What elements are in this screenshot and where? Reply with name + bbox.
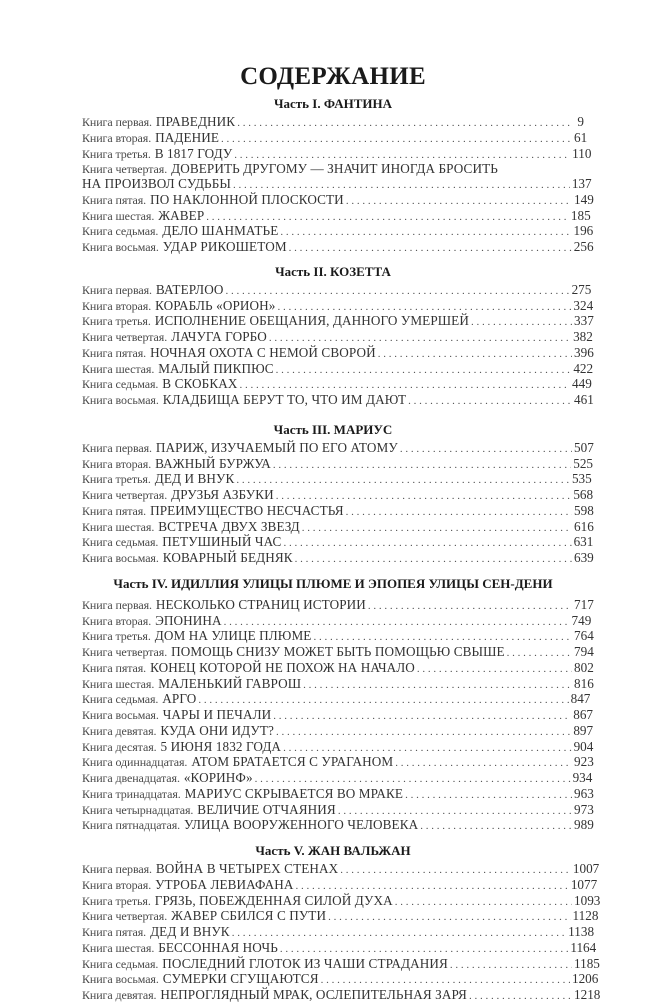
toc-entry[interactable] xyxy=(82,518,594,536)
table-of-contents-page xyxy=(82,62,601,1004)
book-label: Книга третья. xyxy=(82,314,151,329)
toc-entry[interactable] xyxy=(82,876,598,894)
page-number: 535 xyxy=(571,471,592,487)
entries-list xyxy=(82,596,594,834)
book-name: В 1817 ГОДУ xyxy=(154,145,233,161)
toc-entry[interactable] xyxy=(82,987,601,1004)
toc-entry[interactable] xyxy=(82,691,591,708)
page-number: 324 xyxy=(573,297,594,313)
page-number: 973 xyxy=(574,801,594,817)
page-number: 794 xyxy=(574,644,594,659)
book-name: ВЕЛИЧИЕ ОТЧАЯНИЯ xyxy=(197,801,336,817)
page-number: 717 xyxy=(574,596,594,612)
book-label: Книга третья. xyxy=(82,146,151,161)
dot-leader xyxy=(221,133,572,147)
book-label: Книга двенадцатая. xyxy=(82,771,180,785)
part-section xyxy=(82,843,601,1004)
book-name: ПОСЛЕДНИЙ ГЛОТОК ИЗ ЧАШИ СТРАДАНИЯ xyxy=(162,955,448,971)
toc-entry[interactable] xyxy=(82,191,594,209)
toc-entry[interactable] xyxy=(82,329,593,346)
book-label: Книга первая. xyxy=(82,440,152,455)
dot-leader xyxy=(276,364,572,378)
toc-entry[interactable] xyxy=(82,344,594,362)
page-number: 449 xyxy=(572,376,592,392)
dot-leader xyxy=(450,959,572,973)
dot-leader xyxy=(277,301,571,315)
book-name: МАЛЕНЬКИЙ ГАВРОШ xyxy=(158,675,302,691)
book-label: Книга восьмая. xyxy=(82,240,159,254)
dot-leader xyxy=(303,679,572,693)
book-name: В СКОБКАХ xyxy=(162,376,238,392)
dot-leader xyxy=(233,179,570,193)
page-number: 382 xyxy=(573,329,593,344)
toc-entry[interactable] xyxy=(82,612,592,630)
book-name: ВАТЕРЛОО xyxy=(155,281,224,297)
page-number: 639 xyxy=(573,550,594,565)
part-title: Часть III. МАРИУС xyxy=(273,421,393,437)
book-name: ПРАВЕДНИК xyxy=(155,114,236,129)
page-number: 963 xyxy=(574,785,594,801)
toc-entry[interactable] xyxy=(82,502,594,520)
dot-leader xyxy=(340,864,571,878)
page-number: 923 xyxy=(574,754,594,770)
book-name: ЖАВЕР xyxy=(158,207,205,223)
book-name: НЕПРОГЛЯДНЫЙ МРАК, ОСЛЕПИТЕЛЬНАЯ ЗАРЯ xyxy=(160,987,467,1002)
toc-entry[interactable] xyxy=(82,239,594,256)
part-title: Часть II. КОЗЕТТА xyxy=(275,263,391,279)
dot-leader xyxy=(313,631,572,645)
dot-leader xyxy=(225,285,569,299)
dot-leader xyxy=(280,943,568,957)
book-name: ВСТРЕЧА ДВУХ ЗВЕЗД xyxy=(158,518,300,534)
book-name: ДЕЛО ШАНМАТЬЕ xyxy=(162,223,279,239)
part-section xyxy=(82,421,594,567)
book-name: АРГО xyxy=(162,691,197,707)
toc-entry[interactable] xyxy=(82,659,594,677)
book-label: Книга седьмая. xyxy=(82,692,159,707)
page-number: 1164 xyxy=(570,939,597,955)
book-label: Книга четырнадцатая. xyxy=(82,802,194,817)
page-number: 1206 xyxy=(571,971,599,987)
book-name: ПО НАКЛОННОЙ ПЛОСКОСТИ xyxy=(150,191,344,207)
dot-leader xyxy=(395,896,572,910)
part-title: Часть IV. ИДИЛЛИЯ УЛИЦЫ ПЛЮМЕ И ЭПОПЕЯ УЛИЦЫ СЕН-ДЕНИ xyxy=(113,575,553,591)
book-label: Книга шестая. xyxy=(82,676,155,691)
page-number: 1007 xyxy=(572,861,600,876)
page-number: 185 xyxy=(570,207,591,223)
book-name: КУДА ОНИ ИДУТ? xyxy=(160,722,274,738)
book-label: Книга шестая. xyxy=(82,940,155,955)
toc-entry[interactable] xyxy=(82,550,594,567)
toc-entry[interactable] xyxy=(82,313,594,330)
page-number: 137 xyxy=(571,176,592,191)
book-label: Книга пятая. xyxy=(82,925,147,939)
dot-leader xyxy=(346,506,572,520)
toc-entry[interactable] xyxy=(82,644,594,661)
dot-leader xyxy=(405,789,572,803)
book-name: ДОВЕРИТЬ ДРУГОМУ — ЗНАЧИТ ИНОГДА БРОСИТЬ xyxy=(171,161,498,177)
page-number: 934 xyxy=(572,770,593,785)
toc-entry[interactable] xyxy=(82,801,594,819)
dot-leader xyxy=(237,117,572,131)
book-label: Книга первая. xyxy=(82,115,152,129)
toc-entry[interactable] xyxy=(82,770,593,787)
book-name: ДЕД И ВНУК xyxy=(150,924,230,939)
book-name: КОНЕЦ КОТОРОЙ НЕ ПОХОЖ НА НАЧАЛО xyxy=(150,659,415,675)
book-name: КОРАБЛЬ «ОРИОН» xyxy=(155,297,276,313)
entries-list xyxy=(82,439,594,567)
toc-entry[interactable] xyxy=(82,145,592,163)
page-number: 110 xyxy=(572,145,592,161)
dot-leader xyxy=(368,600,572,614)
book-label: Книга четвертая. xyxy=(82,488,168,502)
book-label: Книга седьмая. xyxy=(82,377,159,392)
toc-entry[interactable] xyxy=(82,534,594,551)
dot-leader xyxy=(302,522,572,536)
page-number: 256 xyxy=(573,239,594,254)
book-label: Книга четвертая. xyxy=(82,162,168,177)
dot-leader xyxy=(255,773,571,787)
page-number: 275 xyxy=(571,281,592,297)
toc-entry[interactable] xyxy=(82,129,588,147)
book-name: ВОЙНА В ЧЕТЫРЕХ СТЕНАХ xyxy=(155,861,339,876)
book-label: Книга восьмая. xyxy=(82,551,159,565)
book-label: Книга шестая. xyxy=(82,208,155,223)
book-label: Книга седьмая. xyxy=(82,956,159,971)
page-number: 598 xyxy=(574,502,594,518)
dot-leader xyxy=(280,226,571,240)
book-name: НЕСКОЛЬКО СТРАНИЦ ИСТОРИИ xyxy=(155,596,366,612)
book-name-continuation: НА ПРОИЗВОЛ СУДЬБЫ xyxy=(82,176,231,191)
dot-leader xyxy=(232,927,566,941)
toc-entry[interactable] xyxy=(82,596,594,614)
toc-entry[interactable] xyxy=(82,223,594,240)
book-label: Книга пятая. xyxy=(82,345,147,360)
book-label: Книга третья. xyxy=(82,629,151,644)
part-title: Часть V. ЖАН ВАЛЬЖАН xyxy=(255,843,411,858)
book-name: УЛИЦА ВООРУЖЕННОГО ЧЕЛОВЕКА xyxy=(184,817,419,833)
toc-entry[interactable] xyxy=(82,892,601,910)
entry-continuation-line xyxy=(82,176,592,193)
toc-entry[interactable] xyxy=(82,908,599,925)
book-label: Книга девятая. xyxy=(82,723,157,738)
book-label: Книга первая. xyxy=(82,862,152,876)
dot-leader xyxy=(269,332,571,346)
page-number: 631 xyxy=(573,534,594,550)
book-label: Книга восьмая. xyxy=(82,708,159,722)
page-number: 1138 xyxy=(568,924,595,939)
book-name: ДОМ НА УЛИЦЕ ПЛЮМЕ xyxy=(154,628,312,644)
page-number: 396 xyxy=(574,344,594,360)
book-name: УТРОБА ЛЕВИАФАНА xyxy=(155,876,294,892)
book-label: Книга вторая. xyxy=(82,456,152,471)
book-name: ЧАРЫ И ПЕЧАЛИ xyxy=(162,707,272,722)
toc-entry[interactable] xyxy=(82,754,594,771)
dot-leader xyxy=(378,348,572,362)
dot-leader xyxy=(328,911,570,925)
dot-leader xyxy=(296,880,569,894)
book-label: Книга восьмая. xyxy=(82,972,159,987)
page-number: 847 xyxy=(570,691,591,707)
book-name: ВАЖНЫЙ БУРЖУА xyxy=(155,455,271,471)
page-number: 196 xyxy=(573,223,594,239)
part-section xyxy=(82,96,594,256)
book-label: Книга четвертая. xyxy=(82,330,168,344)
page-number: 764 xyxy=(574,628,594,644)
dot-leader xyxy=(395,757,572,771)
book-name: АТОМ БРАТАЕТСЯ С УРАГАНОМ xyxy=(191,754,394,770)
book-label: Книга вторая. xyxy=(82,613,152,628)
toc-entry[interactable] xyxy=(82,817,594,834)
part-section xyxy=(82,263,594,409)
entries-list xyxy=(82,114,594,256)
book-label: Книга пятнадцатая. xyxy=(82,818,181,833)
dot-leader xyxy=(417,663,572,677)
page-number: 897 xyxy=(573,722,594,738)
dot-leader xyxy=(198,694,568,708)
page-number: 337 xyxy=(574,313,594,329)
book-name: ДЕД И ВНУК xyxy=(154,471,235,487)
book-name: БЕССОННАЯ НОЧЬ xyxy=(158,939,278,955)
book-name: «КОРИНФ» xyxy=(183,770,253,785)
page-number: 1093 xyxy=(574,892,601,908)
entry-first-line xyxy=(82,162,584,177)
book-label: Книга пятая. xyxy=(82,503,147,518)
book-name: ПАДЕНИЕ xyxy=(155,129,220,145)
toc-entry[interactable] xyxy=(82,376,592,393)
dot-leader xyxy=(289,242,572,256)
book-label: Книга четвертая. xyxy=(82,909,168,924)
toc-entry[interactable] xyxy=(82,955,600,973)
toc-entry[interactable] xyxy=(82,455,593,473)
book-name: ЭПОНИНА xyxy=(155,612,222,628)
toc-entry[interactable] xyxy=(82,487,594,504)
book-label: Книга третья. xyxy=(82,472,151,487)
book-label: Книга пятая. xyxy=(82,192,147,207)
toc-entry[interactable] xyxy=(82,971,599,988)
book-label: Книга десятая. xyxy=(82,739,157,754)
page-number: 1185 xyxy=(574,955,600,971)
book-name: КЛАДБИЩА БЕРУТ ТО, ЧТО ИМ ДАЮТ xyxy=(162,392,407,407)
page-number: 1077 xyxy=(570,876,598,892)
entries-list xyxy=(82,281,594,409)
page-number: 1218 xyxy=(574,987,601,1002)
dot-leader xyxy=(283,537,571,551)
book-label: Книга тринадцатая. xyxy=(82,786,181,801)
book-name: ДРУЗЬЯ АЗБУКИ xyxy=(171,487,274,502)
toc-entry[interactable] xyxy=(82,360,594,378)
book-label: Книга первая. xyxy=(82,282,152,297)
page-number: 616 xyxy=(574,518,594,534)
book-name: ПЕТУШИНЫЙ ЧАС xyxy=(162,534,282,550)
page-number: 989 xyxy=(574,817,594,833)
book-name: МАЛЫЙ ПИКПЮС xyxy=(158,360,274,376)
book-name: КОВАРНЫЙ БЕДНЯК xyxy=(162,550,293,565)
dot-leader xyxy=(234,149,570,163)
book-name: ПАРИЖ, ИЗУЧАЕМЫЙ ПО ЕГО АТОМУ xyxy=(155,439,398,455)
page-number: 9 xyxy=(577,114,584,129)
dot-leader xyxy=(400,443,572,457)
toc-entry[interactable] xyxy=(82,628,594,645)
toc-entry[interactable] xyxy=(82,785,594,803)
toc-entry[interactable] xyxy=(82,161,592,193)
page-number: 61 xyxy=(574,129,588,145)
parts-container xyxy=(82,96,601,1004)
dot-leader xyxy=(346,195,572,209)
page-number: 816 xyxy=(574,675,594,691)
book-label: Книга четвертая. xyxy=(82,645,168,659)
dot-leader xyxy=(273,710,571,724)
book-name: ПОМОЩЬ СНИЗУ МОЖЕТ БЫТЬ ПОМОЩЬЮ СВЫШЕ xyxy=(171,644,505,659)
page-number: 904 xyxy=(573,738,594,754)
page-number: 749 xyxy=(571,612,592,628)
dot-leader xyxy=(338,805,572,819)
dot-leader xyxy=(321,974,570,988)
book-label: Книга шестая. xyxy=(82,519,155,534)
toc-entry[interactable] xyxy=(82,471,592,488)
book-label: Книга вторая. xyxy=(82,877,152,892)
dot-leader xyxy=(295,553,572,567)
book-label: Книга одиннадцатая. xyxy=(82,755,188,770)
book-name: ЛАЧУГА ГОРБО xyxy=(171,329,267,344)
dot-leader xyxy=(420,820,572,834)
book-label: Книга девятая. xyxy=(82,988,157,1002)
toc-entry[interactable] xyxy=(82,115,584,131)
toc-entry[interactable] xyxy=(82,738,594,756)
page-number: 422 xyxy=(573,360,594,376)
book-label: Книга седьмая. xyxy=(82,224,159,239)
toc-entry[interactable] xyxy=(82,707,594,724)
dot-leader xyxy=(283,742,572,756)
dot-leader xyxy=(276,490,572,504)
book-name: ЖАВЕР СБИЛСЯ С ПУТИ xyxy=(171,908,327,924)
dot-leader xyxy=(408,395,572,409)
dot-leader xyxy=(276,726,571,740)
book-name: СУМЕРКИ СГУЩАЮТСЯ xyxy=(162,971,319,987)
page-number: 867 xyxy=(573,707,594,722)
book-name: УДАР РИКОШЕТОМ xyxy=(162,239,287,254)
page-number: 802 xyxy=(574,659,594,675)
book-label: Книга вторая. xyxy=(82,130,152,145)
dot-leader xyxy=(236,474,570,488)
book-name: МАРИУС СКРЫВАЕТСЯ ВО МРАКЕ xyxy=(184,785,404,801)
part-title: Часть I. ФАНТИНА xyxy=(273,96,392,111)
page-number: 149 xyxy=(574,191,594,207)
book-label: Книга седьмая. xyxy=(82,535,159,550)
toc-entry[interactable] xyxy=(82,281,592,299)
dot-leader xyxy=(273,459,571,473)
dot-leader xyxy=(239,379,570,393)
entries-list xyxy=(82,861,601,1004)
toc-entry[interactable] xyxy=(82,939,597,957)
toc-entry[interactable] xyxy=(82,861,600,878)
book-label: Книга пятая. xyxy=(82,660,147,675)
dot-leader xyxy=(469,990,572,1004)
dot-leader xyxy=(507,647,572,661)
book-name: 5 ИЮНЯ 1832 ГОДА xyxy=(160,738,282,754)
toc-entry[interactable] xyxy=(82,207,591,225)
page-title: СОДЕРЖАНИЕ xyxy=(240,63,426,90)
dot-leader xyxy=(206,211,569,225)
page-number: 1128 xyxy=(572,908,599,924)
book-label: Книга первая. xyxy=(82,597,152,612)
book-name: ИСПОЛНЕНИЕ ОБЕЩАНИЯ, ДАННОГО УМЕРШЕЙ xyxy=(154,313,469,329)
book-label: Книга третья. xyxy=(82,893,151,908)
toc-entry[interactable] xyxy=(82,722,594,740)
page-number: 461 xyxy=(574,392,594,407)
toc-entry[interactable] xyxy=(82,392,594,409)
dot-leader xyxy=(471,316,572,330)
page-number: 507 xyxy=(574,439,594,455)
book-name: ГРЯЗЬ, ПОБЕЖДЕННАЯ СИЛОЙ ДУХА xyxy=(154,892,393,908)
book-name: ПРЕИМУЩЕСТВО НЕСЧАСТЬЯ xyxy=(150,502,344,518)
toc-entry[interactable] xyxy=(82,675,594,693)
toc-entry[interactable] xyxy=(82,297,594,315)
page-number: 568 xyxy=(573,487,594,502)
book-label: Книга восьмая. xyxy=(82,393,159,407)
book-name: НОЧНАЯ ОХОТА С НЕМОЙ СВОРОЙ xyxy=(150,344,376,360)
toc-entry[interactable] xyxy=(82,924,595,941)
page-number: 525 xyxy=(573,455,593,471)
book-label: Книга вторая. xyxy=(82,298,152,313)
book-label: Книга шестая. xyxy=(82,361,155,376)
part-section xyxy=(82,575,594,834)
toc-entry[interactable] xyxy=(82,439,594,457)
dot-leader xyxy=(224,616,570,630)
